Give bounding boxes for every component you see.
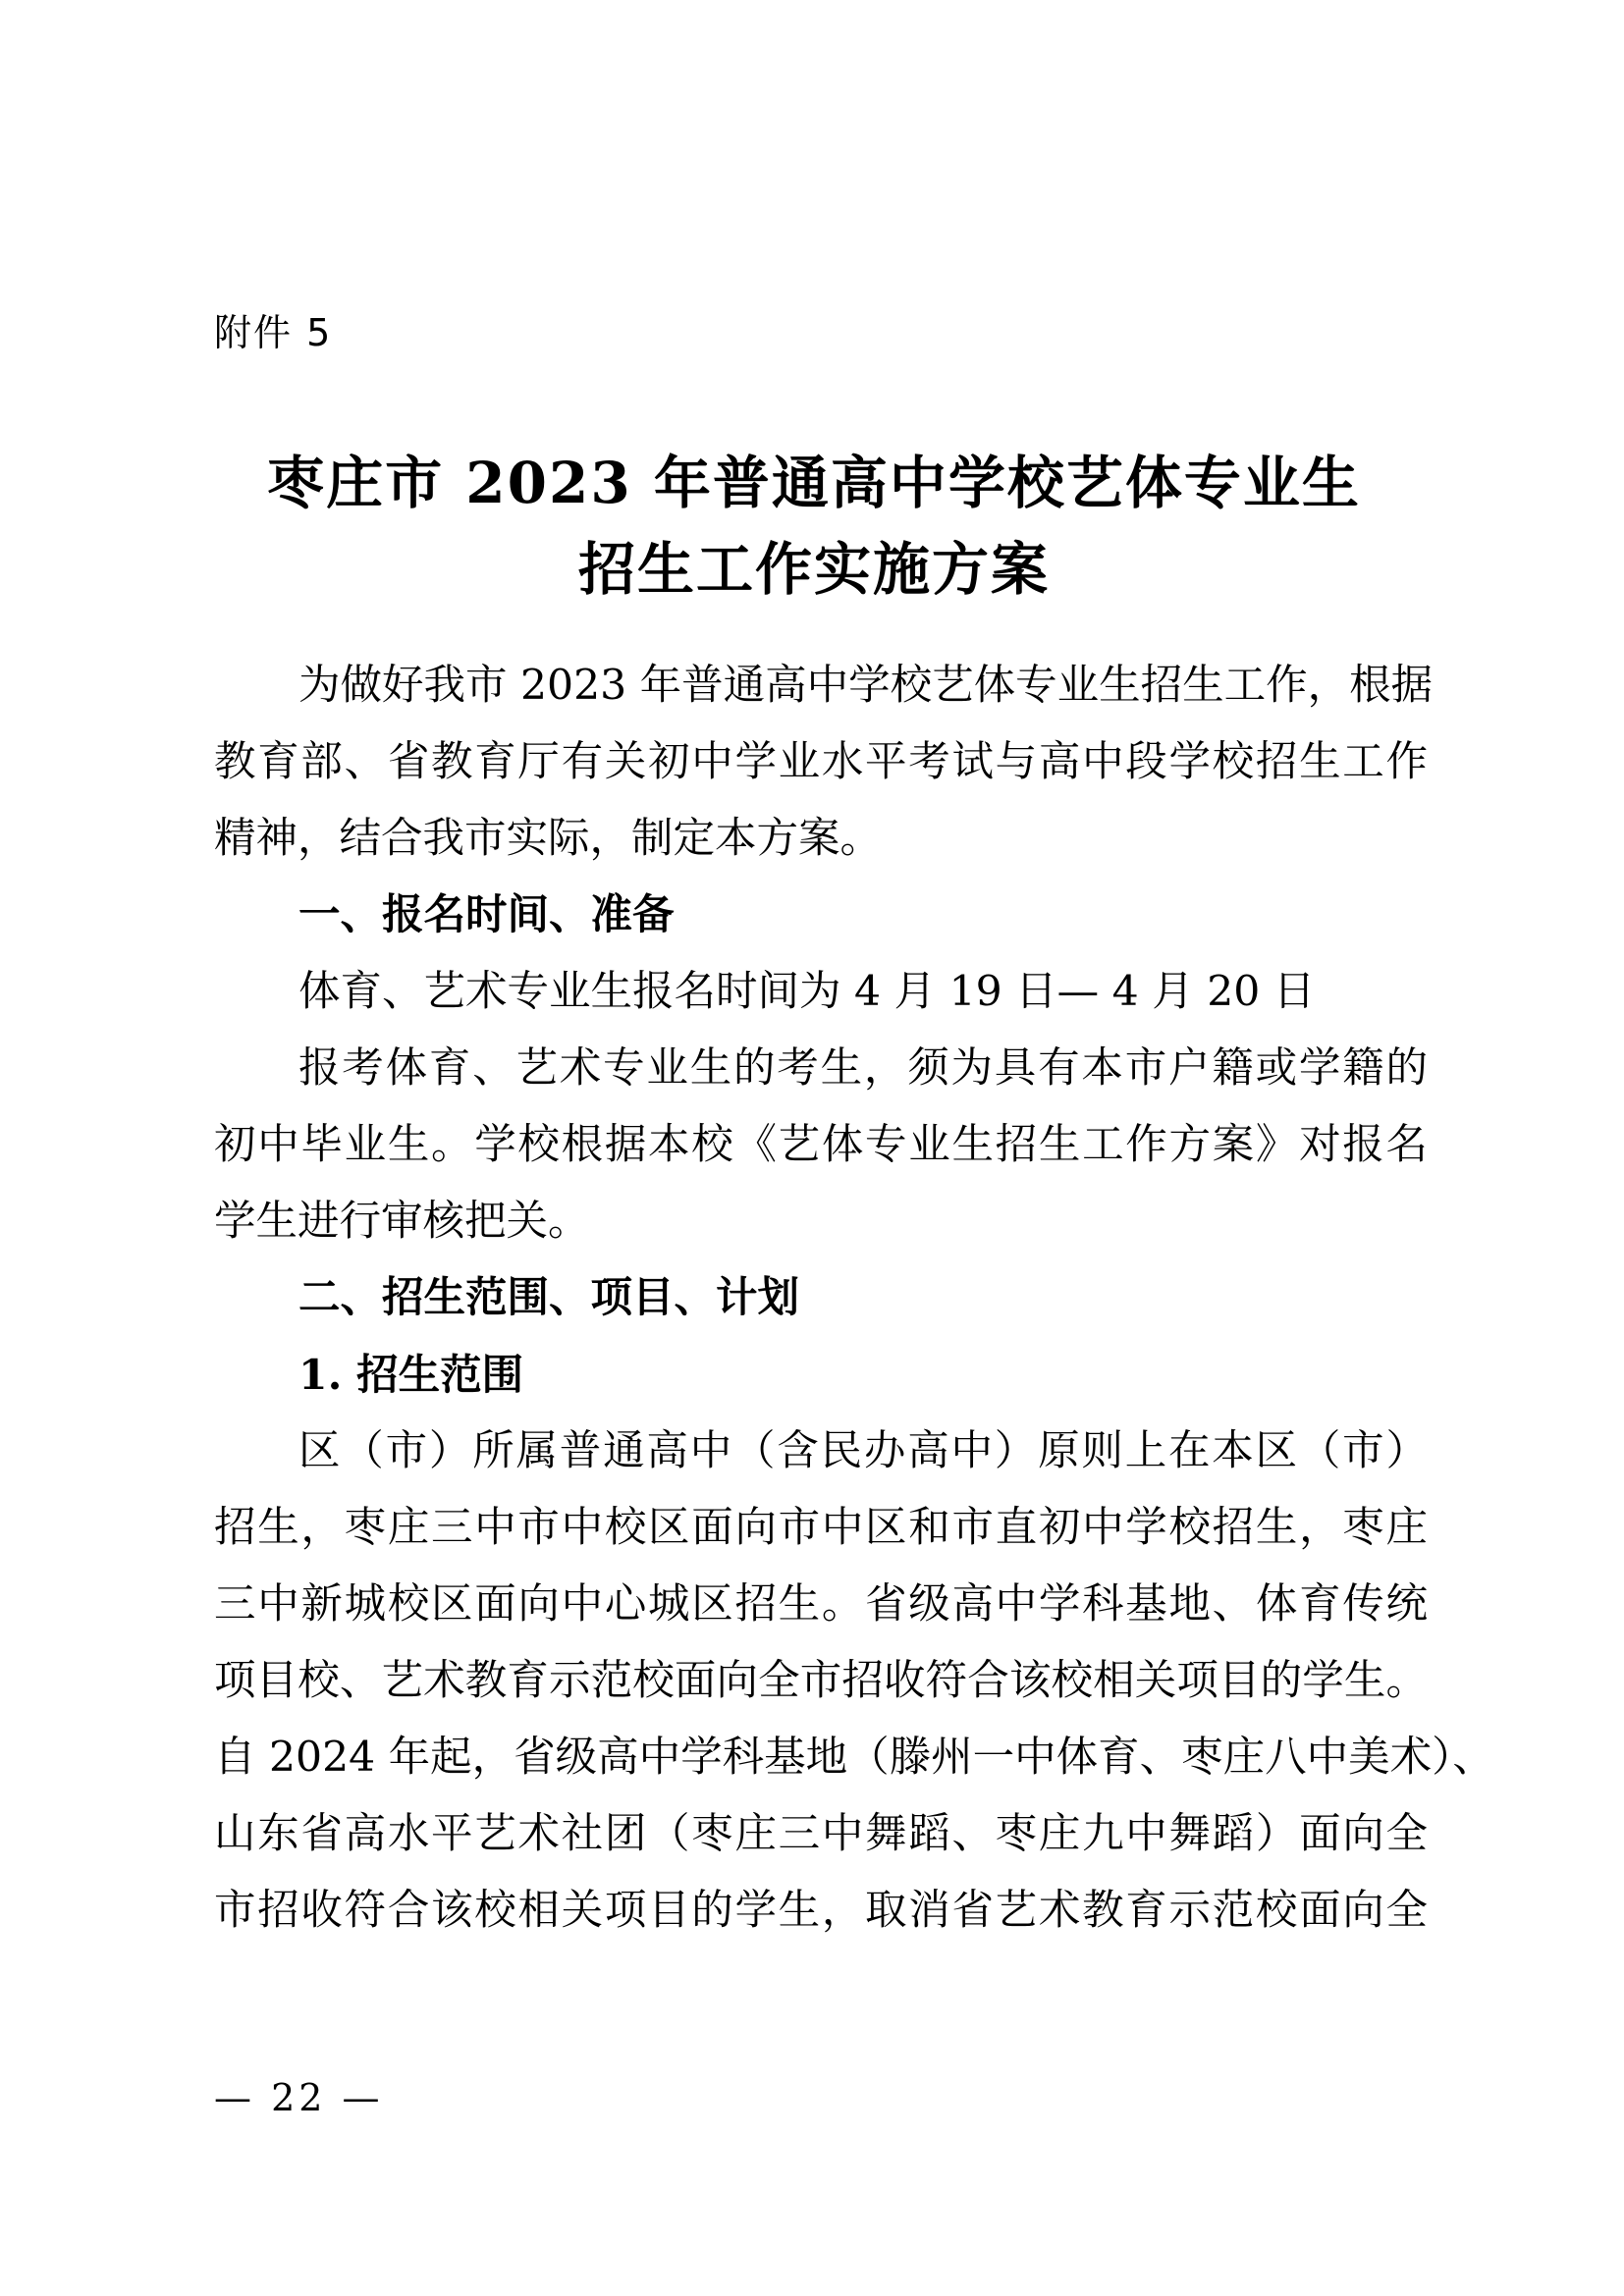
paragraph-line: 精神，结合我市实际，制定本方案。 <box>214 815 883 863</box>
page-number: — 22 — <box>214 2076 384 2119</box>
paragraph-line: 学生进行审核把关。 <box>214 1198 590 1246</box>
paragraph-line: 三中新城校区面向中心城区招生。省级高中学科基地、体育传统 <box>214 1580 1428 1629</box>
paragraph-line: 山东省高水平艺术社团（枣庄三中舞蹈、枣庄九中舞蹈）面向全 <box>214 1810 1428 1858</box>
paragraph-line: 区（市）所属普通高中（含民办高中）原则上在本区（市） <box>298 1427 1428 1475</box>
subsection-heading: 1. 招生范围 <box>298 1351 524 1400</box>
paragraph-line: 初中毕业生。学校根据本校《艺体专业生招生工作方案》对报名 <box>214 1121 1428 1169</box>
paragraph-line: 报考体育、艺术专业生的考生，须为具有本市户籍或学籍的 <box>298 1044 1428 1093</box>
paragraph-line: 自 2024 年起，省级高中学科基地（滕州一中体育、枣庄八中美术）、 <box>214 1734 1494 1782</box>
section-heading-1: 一、报名时间、准备 <box>298 891 675 939</box>
paragraph-line: 市招收符合该校相关项目的学生，取消省艺术教育示范校面向全 <box>214 1887 1428 1935</box>
document-title-line-2: 招生工作实施方案 <box>577 536 1050 603</box>
paragraph-line: 招生，枣庄三中市中校区面向市中区和市直初中学校招生，枣庄 <box>214 1504 1428 1552</box>
paragraph-line: 为做好我市 2023 年普通高中学校艺体专业生招生工作，根据 <box>298 662 1434 710</box>
attachment-label: 附件 5 <box>214 311 333 354</box>
paragraph-line: 体育、艺术专业生报名时间为 4 月 19 日— 4 月 20 日 <box>298 968 1316 1016</box>
paragraph-line: 项目校、艺术教育示范校面向全市招收符合该校相关项目的学生。 <box>214 1657 1428 1705</box>
section-heading-2: 二、招生范围、项目、计划 <box>298 1274 800 1322</box>
document-title-line-1: 枣庄市 2023 年普通高中学校艺体专业生 <box>267 450 1361 516</box>
paragraph-line: 教育部、省教育厅有关初中学业水平考试与高中段学校招生工作 <box>214 738 1428 786</box>
